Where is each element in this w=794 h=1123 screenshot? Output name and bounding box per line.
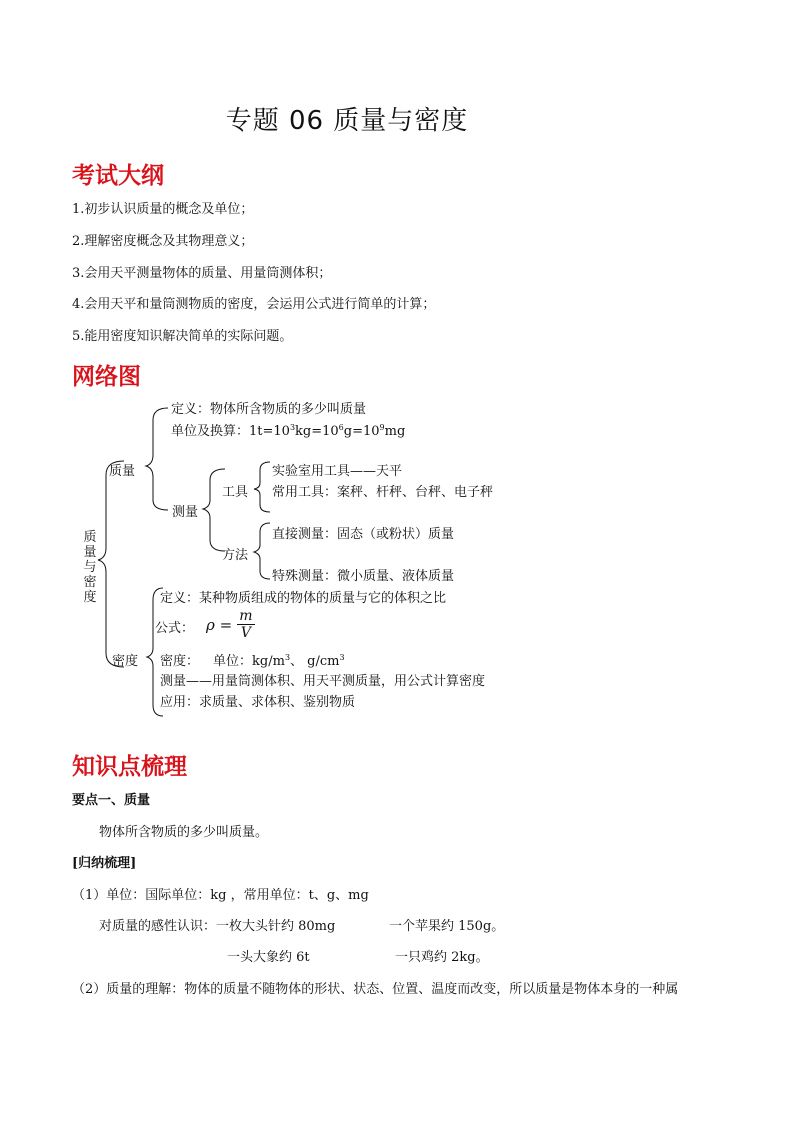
outline-item: 1.初步认识质量的概念及单位； (72, 202, 254, 217)
outline-item: 3.会用天平测量物体的质量、用量筒测体积； (72, 266, 332, 281)
sense-item: 一个苹果约 150g。 (389, 919, 505, 934)
formula-lhs: ρ = (206, 615, 233, 634)
understanding-line: （2）质量的理解：物体的质量不随物体的形状、状态、位置、温度而改变，所以质量是物体本身的一种属 (72, 982, 679, 997)
point-heading: 要点一、质量 (72, 793, 151, 808)
formula-fraction (237, 608, 254, 641)
mindmap-tool-common: 常用工具：案秤、杆秤、台秤、电子秤 (272, 485, 494, 500)
section-heading-network: 网络图 (72, 364, 141, 390)
mindmap-formula-label: 公式： (155, 621, 195, 636)
mindmap-mass-def: 定义：物体所含物质的多少叫质量 (171, 402, 367, 417)
outline-item: 5.能用密度知识解决简单的实际问题。 (72, 329, 293, 344)
formula-den: V (240, 625, 251, 641)
brace-root (98, 461, 124, 667)
mindmap-root: 质量与密度 (83, 530, 97, 605)
mindmap-tool-lab: 实验室用工具——天平 (272, 464, 403, 479)
mindmap-density-measure: 测量——用量筒测体积、用天平测质量，用公式计算密度 (160, 674, 486, 689)
sense-item: 对质量的感性认识：一枚大头针约 80mg (99, 919, 336, 934)
sense-item: 一头大象约 6t (227, 950, 310, 965)
point-definition: 物体所含物质的多少叫质量。 (99, 825, 269, 840)
page-title: 专题 06 质量与密度 (225, 106, 469, 136)
brace-method (254, 523, 270, 579)
unit-line: （1）单位：国际单位：kg ，常用单位：t、g、mg (72, 888, 369, 903)
section-heading-outline: 考试大纲 (72, 163, 164, 189)
outline-item: 4.会用天平和量筒测物质的密度，会运用公式进行简单的计算； (72, 297, 436, 312)
mindmap-mass-unit: 单位及换算：$1t=10^3kg=10^6g=10^9mg$ (171, 423, 406, 439)
mindmap-density: 密度 (112, 654, 139, 669)
summary-heading: [归纳梳理] (72, 856, 137, 871)
mindmap-formula (206, 608, 255, 641)
mindmap-tool: 工具 (222, 485, 249, 500)
brace-tool (254, 462, 270, 512)
section-heading-knowledge: 知识点梳理 (72, 754, 187, 780)
mindmap-method-special: 特殊测量：微小质量、液体质量 (272, 569, 455, 584)
mindmap-mass: 质量 (109, 464, 136, 479)
outline-item: 2.理解密度概念及其物理意义； (72, 234, 254, 249)
sense-item: 一只鸡约 2kg。 (395, 950, 489, 965)
brace-mass (146, 408, 168, 510)
mindmap-method-direct: 直接测量：固态（或粉状）质量 (272, 527, 455, 542)
mindmap-measure: 测量 (172, 505, 199, 520)
mindmap-density-def: 定义：某种物质组成的物体的质量与它的体积之比 (160, 591, 447, 606)
mindmap-method: 方法 (222, 548, 249, 563)
formula-num: m (239, 608, 253, 624)
mindmap-density-unit: 密度： 单位：$kg/m^3$、 $g/cm^3$ (160, 653, 345, 669)
mindmap-density-apply: 应用：求质量、求体积、鉴别物质 (160, 695, 356, 710)
